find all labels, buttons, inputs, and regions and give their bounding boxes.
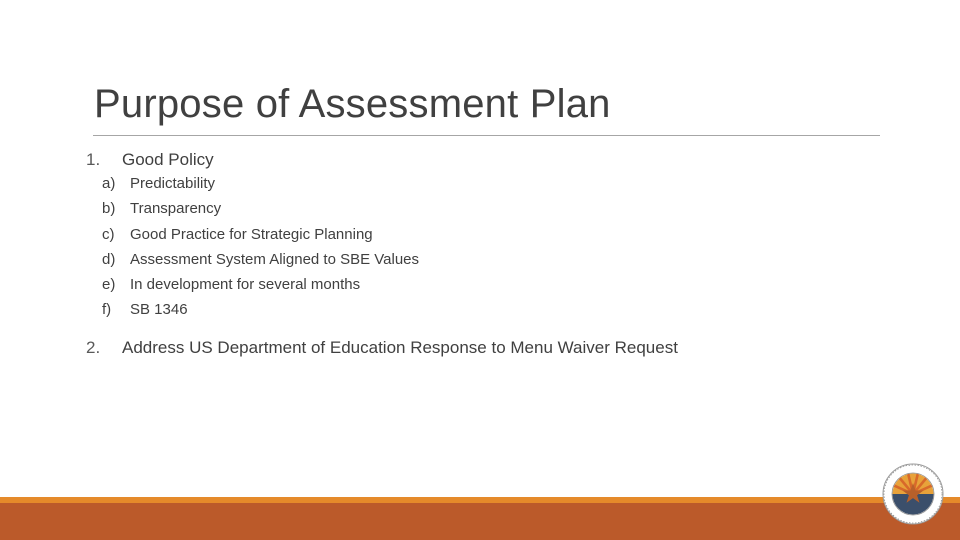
sublist-letter: c) <box>102 225 115 243</box>
title-divider <box>93 135 880 136</box>
sublist-letter: e) <box>102 276 116 294</box>
slide-title: Purpose of Assessment Plan <box>94 82 611 126</box>
sublist-letter: b) <box>102 200 116 218</box>
list-label: Good Policy <box>122 150 214 169</box>
sublist-letter: a) <box>102 175 116 192</box>
list-label: Address US Department of Education Response to Menu Waiver Request <box>122 338 678 357</box>
sublist-text: Transparency <box>130 200 222 218</box>
sublist-text: In development for several months <box>130 276 361 294</box>
footer-bar <box>0 503 960 540</box>
sublist-text: Predictability <box>130 175 216 192</box>
sublist-text: SB 1346 <box>130 301 188 319</box>
sublist-text: Assessment System Aligned to SBE Values <box>130 250 420 268</box>
list-number: 1. <box>86 150 101 169</box>
list-number: 2. <box>86 338 101 357</box>
state-seal-icon <box>882 463 944 525</box>
sublist-letter: f) <box>102 301 112 319</box>
sublist-text: Good Practice for Strategic Planning <box>130 225 373 243</box>
list-item-2 <box>86 338 678 358</box>
sublist-letter: d) <box>102 250 116 268</box>
list-item-1 <box>86 150 214 170</box>
